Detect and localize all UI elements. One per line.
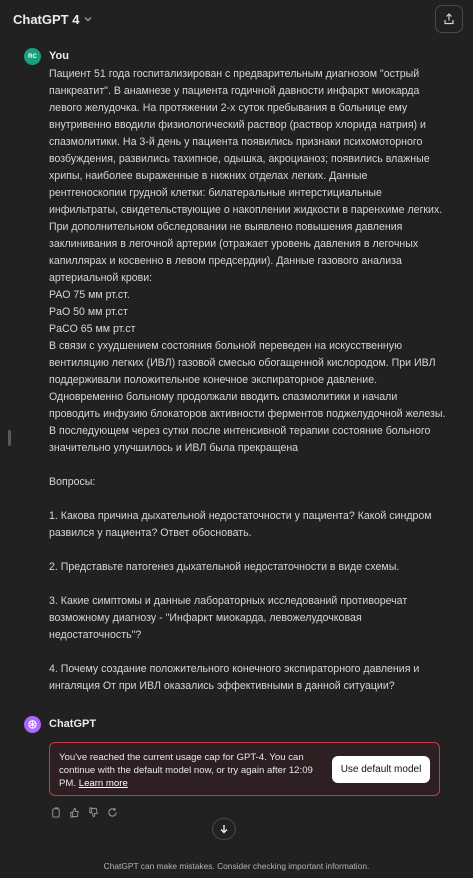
thumbs-down-icon[interactable] [87,806,99,818]
avatar: RC [24,48,41,65]
top-bar [0,0,473,38]
copy-icon[interactable] [49,806,61,818]
arrow-down-icon [219,824,229,834]
scroll-to-bottom-button[interactable] [212,818,236,840]
share-button[interactable] [435,5,463,33]
message-author: ChatGPT [49,718,97,730]
thumbs-up-icon[interactable] [68,806,80,818]
usage-cap-alert [49,742,440,796]
share-upload-icon [443,13,455,25]
model-name: ChatGPT 4 [13,11,80,27]
footer-disclaimer: ChatGPT can make mistakes. Consider checking important information. [103,861,370,871]
usage-cap-message: You've reached the current usage cap for GPT-4. You can continue with the default model now, or try again after 12:09 PM. [59,752,313,789]
openai-logo-icon [24,716,41,733]
message-author: You [49,50,69,62]
usage-cap-text [59,751,329,790]
chevron-down-icon [83,14,93,24]
use-default-model-button[interactable]: Use default model [332,756,430,783]
message-text: Пациент 51 года госпитализирован с предварительным диагнозом "острый панкреатит". В анамнезе у пациента годичной давности инфаркт миокарда левого желудочка. На протяжении 2-х суток пребывания в больнице ему внутривенно вводили физиологический раствор (раствор хлорида натрия) и спазмолитики. На 3-й день у пациента появились признаки психомоторного возбуждения, развились тахипное, одышка, акроцианоз; появились влажные хрипы, наиболее выраженные в нижних отделах легких. Данные рентгеноскопии грудной клетки: билатеральные интерстициальные инфильтраты, свидетельствующие о накоплении жидкости в паренхиме легких. При дополнительном обследовании не выявлено повышения давления заклинивания в легочной артерии (отражает уровень давления в легочных капиллярах и косвенно в левом предсердии). Данные газового анализа артериальной крови: РАО 75 мм рт.ст. PaO 50 мм рт.ст PaCO 65 мм рт.ст В связи с ухудшением состояния больной переведен на искусственную вентиляцию легких (ИВЛ) газовой смесью обогащенной кислородом. При ИВЛ поддерживали положительное конечное экспираторное давление. Одновременно больному продолжали вводить спазмолитики и начали проводить инфузию блокаторов активности ферментов поджелудочной железы. В последующем через сутки после интенсивной терапии состояние больного значительно улучшилось и ИВЛ была прекращена Вопросы: 1. Какова причина дыхательной недостаточности у пациента? Какой синдром развился у пациента? Ответ обосновать. 2. Представьте патогенез дыхательной недостаточности в виде схемы. 3. Какие симптомы и данные лабораторных исследований противоречат возможному диагнозу - "Инфаркт миокарда, левожелудочковая недостаточность"? 4. Почему создание положительного конечного экспираторного давления и ингаляция От при ИВЛ оказались эффективными в данной ситуации? [49,68,446,692]
message-actions [49,806,118,818]
regenerate-icon[interactable] [106,806,118,818]
model-selector[interactable] [13,12,93,27]
sidebar-toggle-handle[interactable] [8,430,11,446]
learn-more-link[interactable]: Learn more [78,778,128,789]
